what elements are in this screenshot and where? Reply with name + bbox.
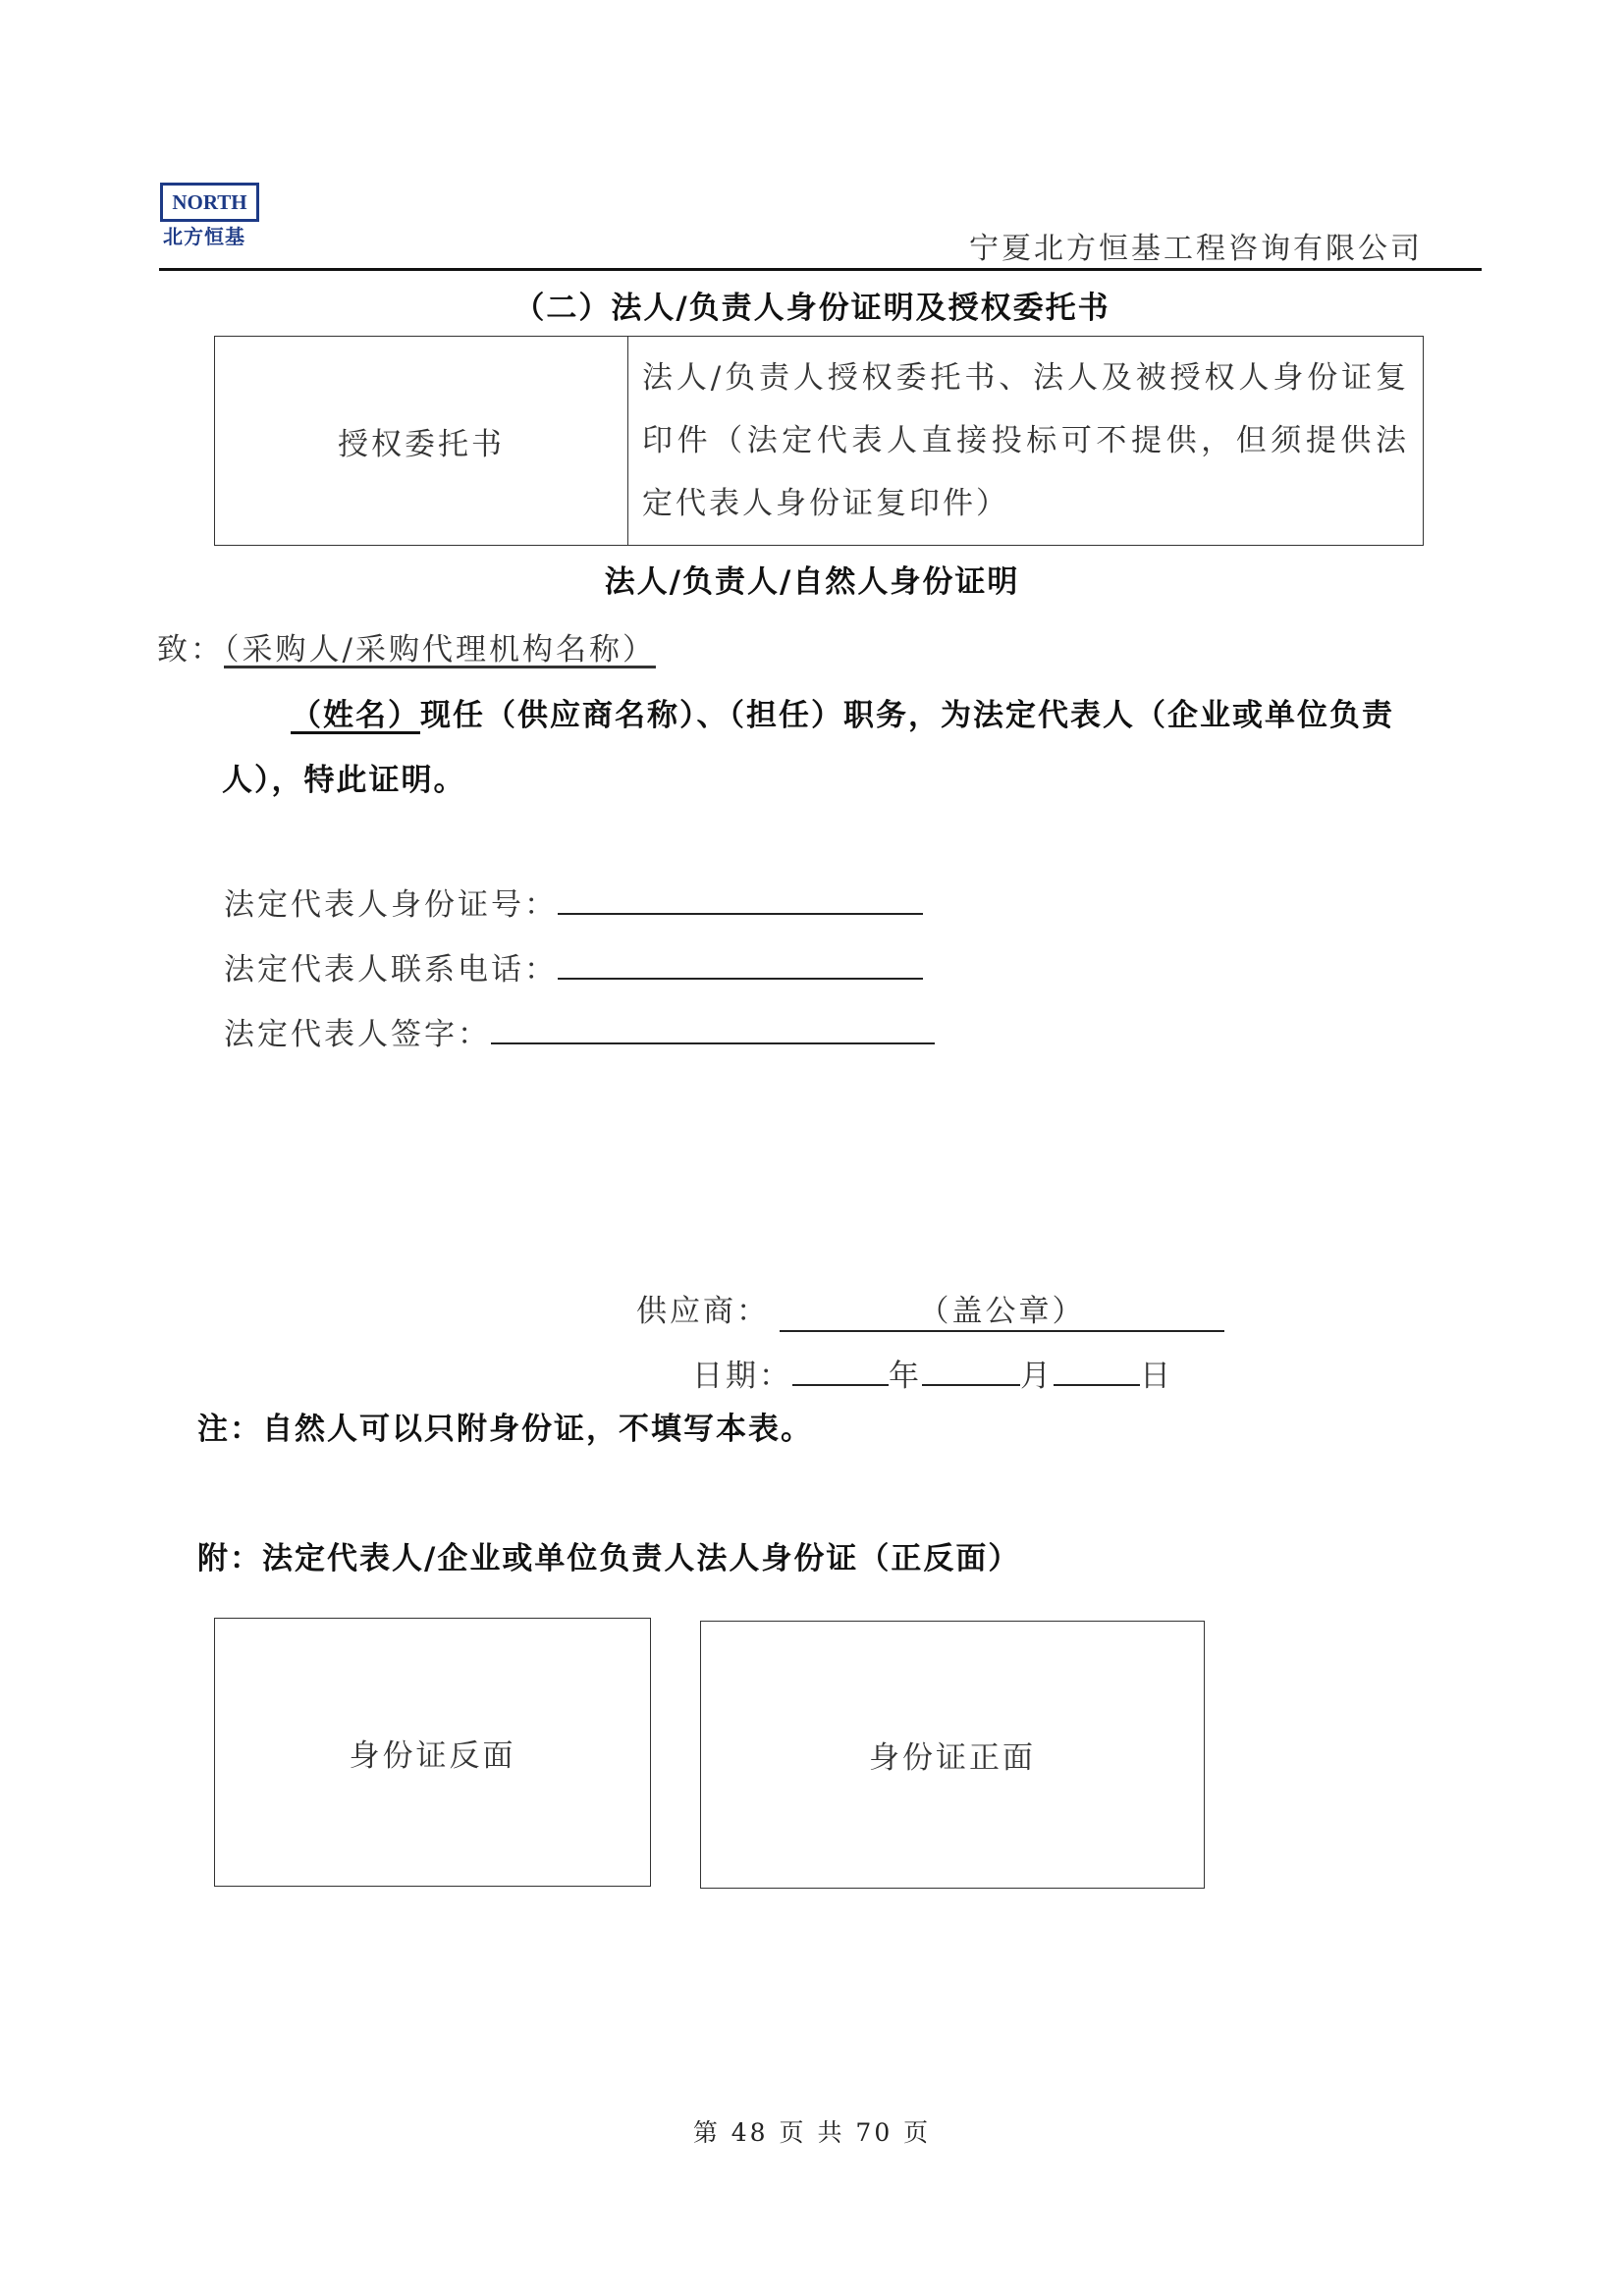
signature-label: 法定代表人签字： — [224, 1017, 491, 1052]
id-number-blank[interactable] — [558, 883, 923, 915]
statement-text: 现任（供应商名称）、（担任）职务，为法定代表人（企业或单位负责人），特此证明。 — [222, 698, 1394, 798]
year-blank[interactable] — [792, 1355, 889, 1386]
table-row — [215, 337, 1424, 546]
certificate-title: 法人/负责人/自然人身份证明 — [604, 564, 1020, 600]
table-cell-description: 法人/负责人授权委托书、法人及被授权人身份证复印件（法定代表人直接投标可不提供，但须提供法定代表人身份证复印件） — [628, 337, 1424, 546]
id-card-front-box — [700, 1621, 1205, 1889]
table-cell-label: 授权委托书 — [215, 337, 628, 546]
supplier-blank[interactable] — [780, 1286, 1224, 1332]
signature-field — [224, 1009, 935, 1053]
date-label: 日期： — [692, 1359, 792, 1394]
day-label: 日 — [1140, 1359, 1173, 1394]
certificate-statement — [222, 683, 1459, 813]
note-text: 注：自然人可以只附身份证，不填写本表。 — [197, 1412, 813, 1447]
id-number-field — [224, 880, 923, 924]
id-card-back-label: 身份证反面 — [349, 1737, 516, 1774]
statement-name: （姓名） — [291, 698, 420, 733]
section-title: （二）法人/负责人身份证明及授权委托书 — [514, 291, 1110, 326]
phone-label: 法定代表人联系电话： — [224, 952, 558, 988]
recipient-name: （采购人/采购代理机构名称） — [224, 632, 656, 667]
company-name: 宁夏北方恒基工程咨询有限公司 — [969, 232, 1423, 266]
logo: NORTH — [160, 183, 259, 222]
id-number-label: 法定代表人身份证号： — [224, 887, 558, 923]
date-line — [692, 1351, 1173, 1395]
signature-blank[interactable] — [491, 1013, 935, 1044]
phone-blank[interactable] — [558, 948, 923, 980]
page-number: 第 48 页 共 70 页 — [692, 2118, 932, 2147]
id-card-front-label: 身份证正面 — [869, 1740, 1036, 1776]
authorization-table — [214, 336, 1424, 546]
day-blank[interactable] — [1054, 1355, 1140, 1386]
phone-field — [224, 944, 923, 988]
year-label: 年 — [889, 1359, 922, 1394]
id-card-back-box — [214, 1618, 651, 1887]
header-divider — [159, 268, 1482, 271]
month-blank[interactable] — [922, 1355, 1020, 1386]
supplier-line — [636, 1286, 1224, 1332]
recipient-line — [157, 624, 656, 668]
supplier-label: 供应商： — [636, 1294, 770, 1329]
seal-hint: （盖公章） — [918, 1294, 1086, 1329]
recipient-prefix: 致： — [157, 632, 224, 667]
attachment-text: 附：法定代表人/企业或单位负责人法人身份证（正反面） — [197, 1541, 1021, 1576]
month-label: 月 — [1020, 1359, 1054, 1394]
logo-subtitle: 北方恒基 — [163, 225, 245, 248]
